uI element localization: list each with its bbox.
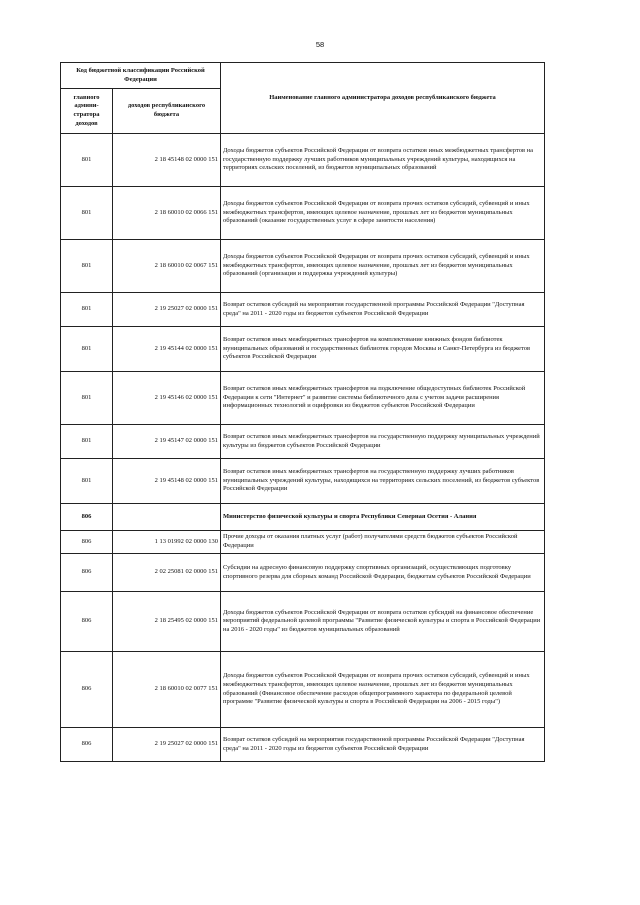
table-row — [61, 652, 545, 728]
table-row — [61, 372, 545, 425]
table-row — [61, 459, 545, 504]
admin-code-cell: 806 — [61, 652, 113, 728]
revenue-code-cell: 2 18 60010 02 0066 151 — [113, 187, 221, 240]
revenue-name-cell: Министерство физической культуры и спорта Республики Северная Осетия - Алания — [221, 504, 545, 531]
revenue-name-cell: Доходы бюджетов субъектов Российской Федерации от возврата прочих остатков субсидий, субвенций и иных межбюджетных трансфертов, имеющих целевое назначение, прошлых лет из бюджетов муниципальных образований (организация и поддержка учреждений культуры) — [221, 240, 545, 293]
revenue-name-cell: Возврат остатков иных межбюджетных трансфертов на государственную поддержку лучших работников муниципальных учреждений культуры, находящихся на территориях сельских поселений, из бюджетов субъектов Российской Федерации — [221, 459, 545, 504]
admin-code-cell: 801 — [61, 327, 113, 372]
table-body — [61, 134, 545, 762]
revenue-code-cell: 2 02 25081 02 0000 151 — [113, 554, 221, 592]
table-row — [61, 554, 545, 592]
table-row — [61, 134, 545, 187]
admin-code-cell: 806 — [61, 531, 113, 554]
revenue-name-cell: Доходы бюджетов субъектов Российской Федерации от возврата остатков субсидий на финансовое обеспечение мероприятий федеральной целевой программы "Развитие физической культуры и спорта в Российской Федерации на 2016 - 2020 годы" из бюджетов муниципальных образований — [221, 592, 545, 652]
header-admin: главного админи-стратора доходов — [61, 89, 113, 134]
revenue-code-cell: 2 19 25027 02 0000 151 — [113, 728, 221, 762]
revenue-name-cell: Прочие доходы от оказания платных услуг (работ) получателями средств бюджетов субъектов Российской Федерации — [221, 531, 545, 554]
admin-code-cell: 801 — [61, 187, 113, 240]
revenue-code-cell: 1 13 01992 02 0000 130 — [113, 531, 221, 554]
admin-code-cell: 801 — [61, 240, 113, 293]
table-row — [61, 504, 545, 531]
revenue-code-cell: 2 18 60010 02 0077 151 — [113, 652, 221, 728]
admin-code-cell: 801 — [61, 372, 113, 425]
revenue-code-cell: 2 18 25495 02 0000 151 — [113, 592, 221, 652]
revenue-code-cell: 2 18 60010 02 0067 151 — [113, 240, 221, 293]
table-row — [61, 592, 545, 652]
revenue-name-cell: Доходы бюджетов субъектов Российской Федерации от возврата прочих остатков субсидий, субвенций и иных межбюджетных трансфертов, имеющих целевое назначение, прошлых лет из бюджетов муниципальных образований (оказание государственных услуг в сфере занятости населения) — [221, 187, 545, 240]
revenue-code-cell: 2 19 45147 02 0000 151 — [113, 425, 221, 459]
table-row — [61, 240, 545, 293]
revenue-name-cell: Доходы бюджетов субъектов Российской Федерации от возврата прочих остатков субсидий, субвенций и иных межбюджетных трансфертов, имеющих целевое назначение, прошлых лет из бюджетов муниципальных образований (Финансовое обеспечение расходов общепрограммного характера по федеральной целевой программе "Развитие физической культуры и спорта в Российской Федерации на 2006 - 2015 годы") — [221, 652, 545, 728]
revenue-name-cell: Возврат остатков иных межбюджетных трансфертов на подключение общедоступных библиотек Российской Федерации к сети "Интернет" и развитие системы библиотечного дела с учетом задачи расширения информационных технологий и оцифровки из бюджетов субъектов Российской Федерации — [221, 372, 545, 425]
revenue-code-cell: 2 19 25027 02 0000 151 — [113, 293, 221, 327]
revenue-code-cell: 2 19 45144 02 0000 151 — [113, 327, 221, 372]
revenue-name-cell: Доходы бюджетов субъектов Российской Федерации от возврата остатков иных межбюджетных трансфертов на государственную поддержку лучших работников муниципальных учреждений культуры, находящихся на территориях сельских поселений, из бюджетов муниципальных образований — [221, 134, 545, 187]
admin-code-cell: 801 — [61, 293, 113, 327]
admin-code-cell: 801 — [61, 425, 113, 459]
revenue-name-cell: Возврат остатков субсидий на мероприятия государственной программы Российской Федерации "Доступная среда" на 2011 - 2020 годы из бюджетов субъектов Российской Федерации — [221, 293, 545, 327]
table-row — [61, 293, 545, 327]
revenue-table — [60, 62, 545, 762]
revenue-code-cell: 2 19 45146 02 0000 151 — [113, 372, 221, 425]
admin-code-cell: 806 — [61, 504, 113, 531]
revenue-name-cell: Субсидии на адресную финансовую поддержку спортивных организаций, осуществляющих подготовку спортивного резерва для сборных команд Российской Федерации, бюджетам субъектов Российской Федерации — [221, 554, 545, 592]
revenue-code-cell: 2 19 45148 02 0000 151 — [113, 459, 221, 504]
header-code-group: Код бюджетной классификации Российской Федерации — [61, 63, 221, 89]
admin-code-cell: 801 — [61, 134, 113, 187]
table-row — [61, 728, 545, 762]
revenue-code-cell — [113, 504, 221, 531]
revenue-name-cell: Возврат остатков субсидий на мероприятия государственной программы Российской Федерации "Доступная среда" на 2011 - 2020 годы из бюджетов субъектов Российской Федерации — [221, 728, 545, 762]
table-row — [61, 327, 545, 372]
admin-code-cell: 806 — [61, 554, 113, 592]
header-name: Наименование главного администратора доходов республиканского бюджета — [221, 63, 545, 134]
page-number: 58 — [315, 40, 325, 49]
admin-code-cell: 806 — [61, 592, 113, 652]
header-revenue-code: доходов республиканского бюджета — [113, 89, 221, 134]
admin-code-cell: 806 — [61, 728, 113, 762]
table-row — [61, 187, 545, 240]
revenue-code-cell: 2 18 45148 02 0000 151 — [113, 134, 221, 187]
admin-code-cell: 801 — [61, 459, 113, 504]
table-row — [61, 425, 545, 459]
revenue-name-cell: Возврат остатков иных межбюджетных трансфертов на комплектование книжных фондов библиотек муниципальных образований и государственных библиотек городов Москвы и Санкт-Петербурга из бюджетов субъектов Российской Федерации — [221, 327, 545, 372]
table-row — [61, 531, 545, 554]
revenue-name-cell: Возврат остатков иных межбюджетных трансфертов на государственную поддержку муниципальных учреждений культуры из бюджетов субъектов Российской Федерации — [221, 425, 545, 459]
